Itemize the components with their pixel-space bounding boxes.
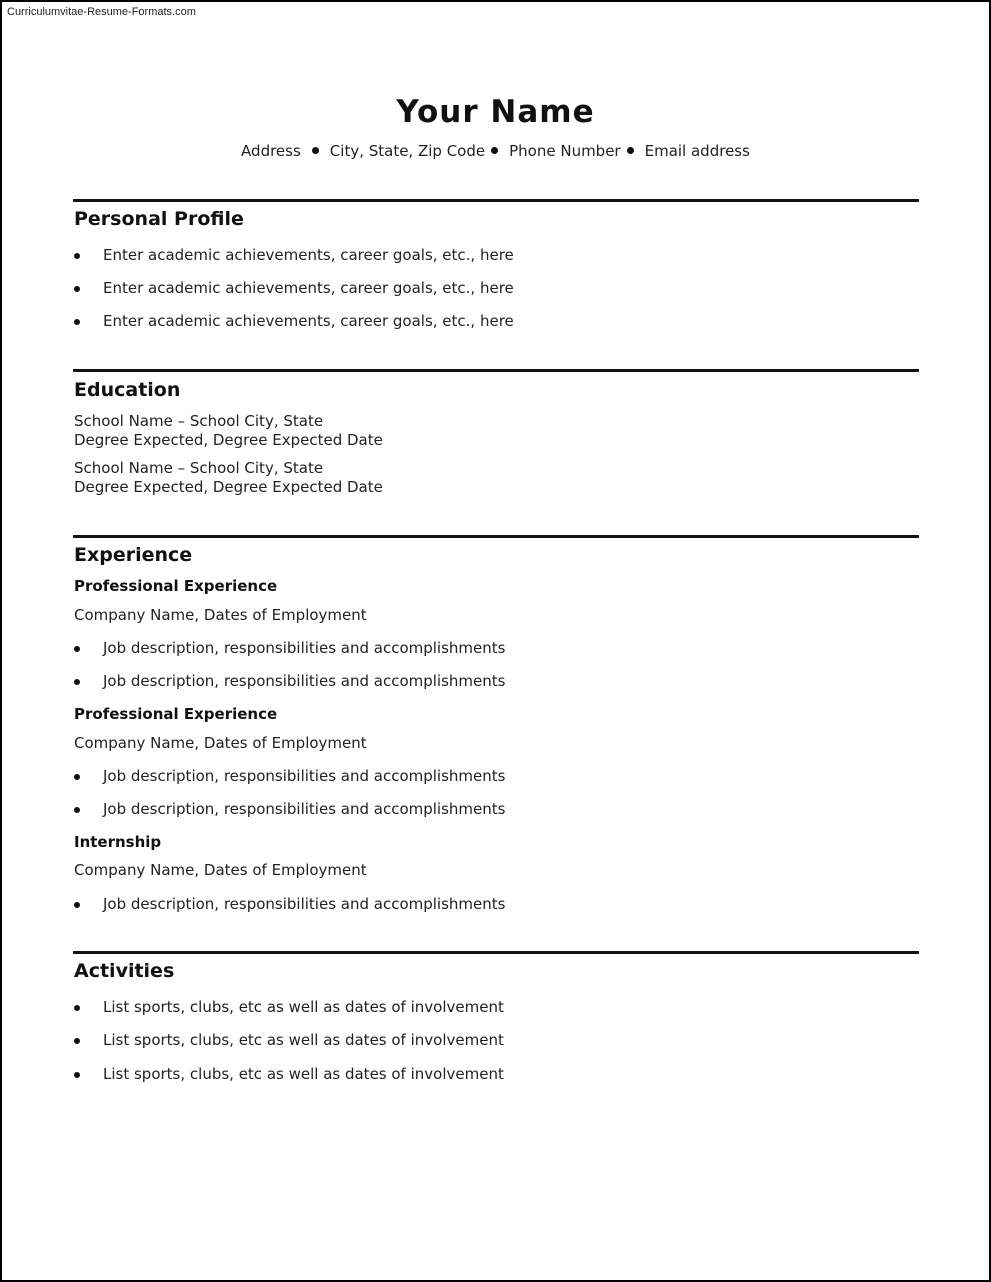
bullet-icon [74,807,80,813]
section-title-experience: Experience [74,544,193,566]
bullet-icon [74,1038,80,1044]
contact-address: Address [241,142,301,160]
bullet-icon [74,1072,80,1078]
resume-name: Your Name [396,94,595,130]
contact-city-state-zip: City, State, Zip Code [329,142,486,160]
experience-company: Company Name, Dates of Employment [74,606,367,624]
watermark-text: Curriculumvitae-Resume-Formats.com [7,6,196,18]
experience-company: Company Name, Dates of Employment [74,861,367,879]
section-divider [73,369,919,372]
experience-heading: Professional Experience [74,705,278,723]
bullet-icon [74,253,80,259]
section-title-education: Education [74,379,181,401]
education-degree: Degree Expected, Degree Expected Date [74,478,383,496]
education-school: School Name – School City, State [74,412,324,430]
bullet-icon [74,286,80,292]
experience-heading: Professional Experience [74,577,278,595]
education-degree: Degree Expected, Degree Expected Date [74,431,383,449]
bullet-icon [74,774,80,780]
experience-company: Company Name, Dates of Employment [74,734,367,752]
bullet-icon [74,902,80,908]
section-title-activities: Activities [74,960,175,982]
section-divider [73,951,919,954]
bullet-icon [74,646,80,652]
bullet-separator-icon [627,147,634,154]
section-divider [73,535,919,538]
bullet-icon [74,1005,80,1011]
experience-heading: Internship [74,833,162,851]
section-divider [73,199,919,202]
section-title-personal-profile: Personal Profile [74,208,244,230]
contact-email: Email address [644,142,750,160]
bullet-separator-icon [491,147,498,154]
bullet-icon [74,679,80,685]
education-school: School Name – School City, State [74,459,324,477]
bullet-icon [74,319,80,325]
contact-line [0,142,991,160]
bullet-separator-icon [312,147,319,154]
contact-phone: Phone Number [509,142,621,160]
